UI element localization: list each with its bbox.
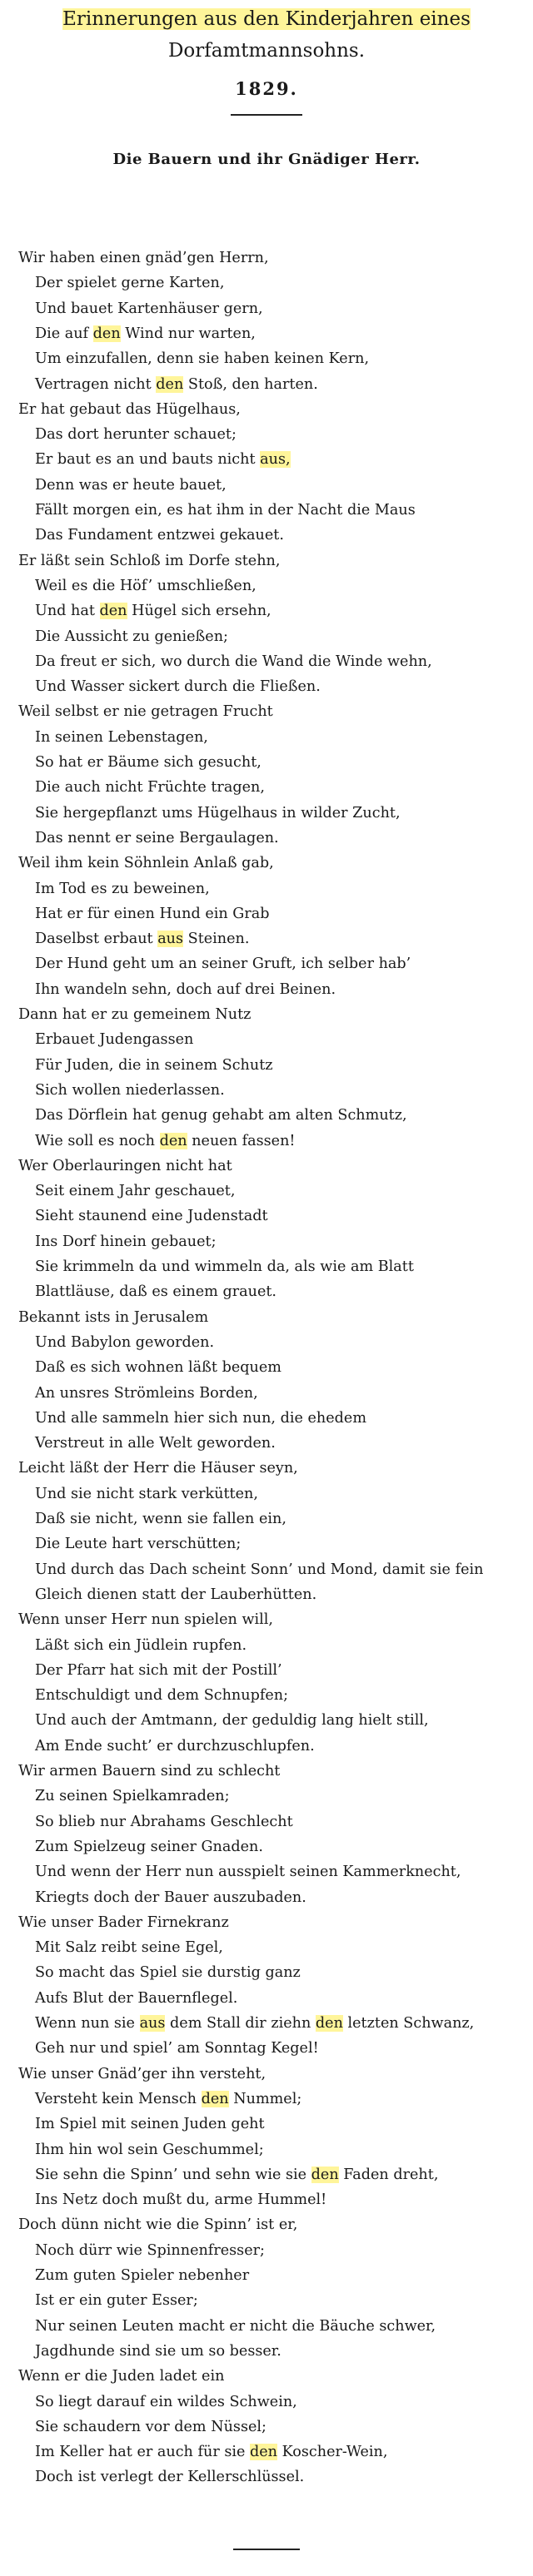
poem-line: Zum Spielzeug seiner Gnaden. — [35, 1839, 263, 1855]
poem-line: Erbauet Judengassen — [35, 1031, 194, 1048]
poem-line: Mit Salz reibt seine Egel, — [35, 1939, 223, 1956]
poem-line: Wenn nun sie aus dem Stall dir ziehn den letzten Schwanz, — [35, 2015, 475, 2032]
poem-line: Weil ihm kein Söhnlein Anlaß gab, — [18, 855, 274, 871]
poem-line: Weil selbst er nie getragen Frucht — [18, 703, 273, 720]
poem-line: Das nennt er seine Bergaulagen. — [35, 830, 279, 846]
poem-line: Sich wollen niederlassen. — [35, 1082, 225, 1099]
poem-line: Er baut es an und bauts nicht aus, — [35, 451, 291, 468]
document-title-line2: Dorfamtmannsohns. — [167, 40, 366, 62]
poem-line: Sie schaudern vor dem Nüssel; — [35, 2419, 266, 2435]
poem-line: Seit einem Jahr geschauet, — [35, 1183, 236, 1199]
poem-line: Vertragen nicht den Stoß, den harten. — [35, 376, 318, 393]
poem-line: Nur seinen Leuten macht er nicht die Bäuche schwer, — [35, 2318, 436, 2335]
poem-line: Wir armen Bauern sind zu schlecht — [18, 1763, 281, 1779]
poem-line: Ihn wandeln sehn, doch auf drei Beinen. — [35, 981, 336, 998]
highlight-mark: den — [99, 603, 127, 619]
poem-line: Und Wasser sickert durch die Fließen. — [35, 678, 321, 695]
poem-line: An unsres Strömleins Borden, — [35, 1385, 258, 1402]
poem-line: Doch dünn nicht wie die Spinn’ ist er, — [18, 2216, 298, 2233]
poem-line: Und alle sammeln hier sich nun, die ehedem — [35, 1410, 366, 1427]
poem-line: Der Pfarr hat sich mit der Postill’ — [35, 1662, 282, 1679]
highlight-mark: den — [159, 1133, 187, 1149]
poem-line: Noch dürr wie Spinnenfresser; — [35, 2242, 265, 2259]
poem-line: Wie soll es noch den neuen fassen! — [35, 1133, 296, 1149]
poem-line: So hat er Bäume sich gesucht, — [35, 754, 262, 771]
poem-line: Daß es sich wohnen läßt bequem — [35, 1359, 281, 1376]
highlight-mark: den — [156, 376, 184, 393]
poem-line: Versteht kein Mensch den Nummel; — [35, 2091, 302, 2107]
poem-line: Wie unser Gnäd’ger ihn versteht, — [18, 2066, 266, 2082]
poem-line: Und hat den Hügel sich ersehn, — [35, 603, 271, 619]
highlight-mark: den — [201, 2091, 229, 2107]
poem-line: So macht das Spiel sie durstig ganz — [35, 1964, 301, 1981]
poem-heading: Die Bauern und ihr Gnädiger Herr. — [112, 151, 421, 168]
poem-line: Hat er für einen Hund ein Grab — [35, 906, 270, 922]
poem-line: Für Juden, die in seinem Schutz — [35, 1057, 273, 1074]
poem-line: Da freut er sich, wo durch die Wand die Winde wehn, — [35, 653, 432, 670]
poem-line: Die Leute hart verschütten; — [35, 1536, 242, 1552]
poem-line: Und Babylon geworden. — [35, 1334, 215, 1351]
poem-line: Im Spiel mit seinen Juden geht — [35, 2116, 265, 2132]
poem-line: Ist er ein guter Esser; — [35, 2292, 198, 2309]
poem-line: Wer Oberlauringen nicht hat — [18, 1158, 232, 1174]
poem-line: Und durch das Dach scheint Sonn’ und Mond, damit sie fein — [35, 1561, 484, 1578]
poem-line: Die auf den Wind nur warten, — [35, 325, 256, 342]
poem-line: Er hat gebaut das Hügelhaus, — [18, 401, 241, 418]
poem-line: Weil es die Höf’ umschließen, — [35, 578, 257, 594]
poem-line: Daß sie nicht, wenn sie fallen ein, — [35, 1511, 286, 1527]
highlight-mark: den — [249, 2444, 277, 2460]
poem-line: Am Ende sucht’ er durchzuschlupfen. — [35, 1738, 315, 1755]
poem-line: Die auch nicht Früchte tragen, — [35, 779, 265, 796]
poem-line: Der spielet gerne Karten, — [35, 275, 225, 291]
poem-line: Doch ist verlegt der Kellerschlüssel. — [35, 2469, 305, 2485]
poem-line: Denn was er heute bauet, — [35, 477, 227, 494]
poem-line: Im Keller hat er auch für sie den Koscher-Wein, — [35, 2444, 388, 2460]
poem-line: Gleich dienen statt der Lauberhütten. — [35, 1586, 317, 1603]
poem-line: So blieb nur Abrahams Geschlecht — [35, 1814, 293, 1830]
poem-line: Dann hat er zu gemeinem Nutz — [18, 1006, 252, 1023]
highlight-mark: den — [311, 2167, 339, 2183]
poem-line: Sie sehn die Spinn’ und sehn wie sie den Faden dreht, — [35, 2167, 439, 2183]
poem-line: Ihm hin wol sein Geschummel; — [35, 2142, 264, 2158]
poem-line: Jagdhunde sind sie um so besser. — [35, 2343, 281, 2360]
divider — [231, 114, 302, 116]
poem-line: Läßt sich ein Jüdlein rupfen. — [35, 1637, 247, 1654]
poem-line: Ins Dorf hinein gebauet; — [35, 1233, 217, 1250]
year-label: 1829. — [235, 78, 298, 99]
poem-line: Er läßt sein Schloß im Dorfe stehn, — [18, 553, 281, 569]
poem-line: Fällt morgen ein, es hat ihm in der Nacht die Maus — [35, 502, 416, 519]
poem-line: Wenn unser Herr nun spielen will, — [18, 1611, 274, 1628]
poem-line: Wir haben einen gnäd’gen Herrn, — [18, 250, 269, 266]
highlight-mark: aus — [157, 931, 184, 947]
poem-line: In seinen Lebenstagen, — [35, 729, 208, 746]
poem-line: Und wenn der Herr nun ausspielt seinen Kammerknecht, — [35, 1864, 461, 1880]
poem-line: Geh nur und spiel’ am Sonntag Kegel! — [35, 2040, 319, 2057]
poem-line: Die Aussicht zu genießen; — [35, 628, 228, 645]
poem-line: So liegt darauf ein wildes Schwein, — [35, 2394, 297, 2410]
poem-line: Bekannt ists in Jerusalem — [18, 1309, 209, 1326]
poem-line: Entschuldigt und dem Schnupfen; — [35, 1687, 289, 1704]
poem-line: Zum guten Spieler nebenher — [35, 2267, 250, 2284]
poem-line: Und auch der Amtmann, der geduldig lang hielt still, — [35, 1712, 429, 1729]
highlight-mark: aus, — [260, 451, 291, 468]
document-title-line1: Erinnerungen aus den Kinderjahren eines — [62, 8, 471, 30]
poem-line: Ins Netz doch mußt du, arme Hummel! — [35, 2191, 327, 2208]
highlight-mark: den — [315, 2015, 343, 2032]
end-divider — [233, 2549, 300, 2550]
poem-line: Kriegts doch der Bauer auszubaden. — [35, 1889, 306, 1906]
poem-line: Um einzufallen, denn sie haben keinen Kern, — [35, 350, 370, 367]
poem-line: Daselbst erbaut aus Steinen. — [35, 931, 250, 947]
poem-line: Das Dörflein hat genug gehabt am alten Schmutz, — [35, 1107, 407, 1124]
poem-line: Und sie nicht stark verkütten, — [35, 1486, 258, 1502]
poem-line: Sieht staunend eine Judenstadt — [35, 1208, 268, 1224]
poem-line: Leicht läßt der Herr die Häuser seyn, — [18, 1460, 298, 1477]
poem-line: Aufs Blut der Bauernflegel. — [35, 1990, 238, 2007]
poem-line: Blattläuse, daß es einem grauet. — [35, 1283, 277, 1300]
highlight-mark: den — [92, 325, 121, 342]
poem-line: Das Fundament entzwei gekauet. — [35, 527, 284, 543]
poem-line: Der Hund geht um an seiner Gruft, ich selber hab’ — [35, 955, 411, 972]
poem-line: Und bauet Kartenhäuser gern, — [35, 300, 263, 317]
poem-line: Verstreut in alle Welt geworden. — [35, 1435, 276, 1452]
poem-line: Zu seinen Spielkamraden; — [35, 1788, 230, 1804]
poem-line: Das dort herunter schauet; — [35, 426, 237, 443]
poem-line: Im Tod es zu beweinen, — [35, 881, 210, 897]
poem-line: Sie hergepflanzt ums Hügelhaus in wilder Zucht, — [35, 805, 401, 821]
poem-line: Sie krimmeln da und wimmeln da, als wie am Blatt — [35, 1258, 414, 1275]
poem-line: Wenn er die Juden ladet ein — [18, 2368, 225, 2385]
highlight-mark: aus — [139, 2015, 166, 2032]
poem-line: Wie unser Bader Firnekranz — [18, 1914, 229, 1931]
